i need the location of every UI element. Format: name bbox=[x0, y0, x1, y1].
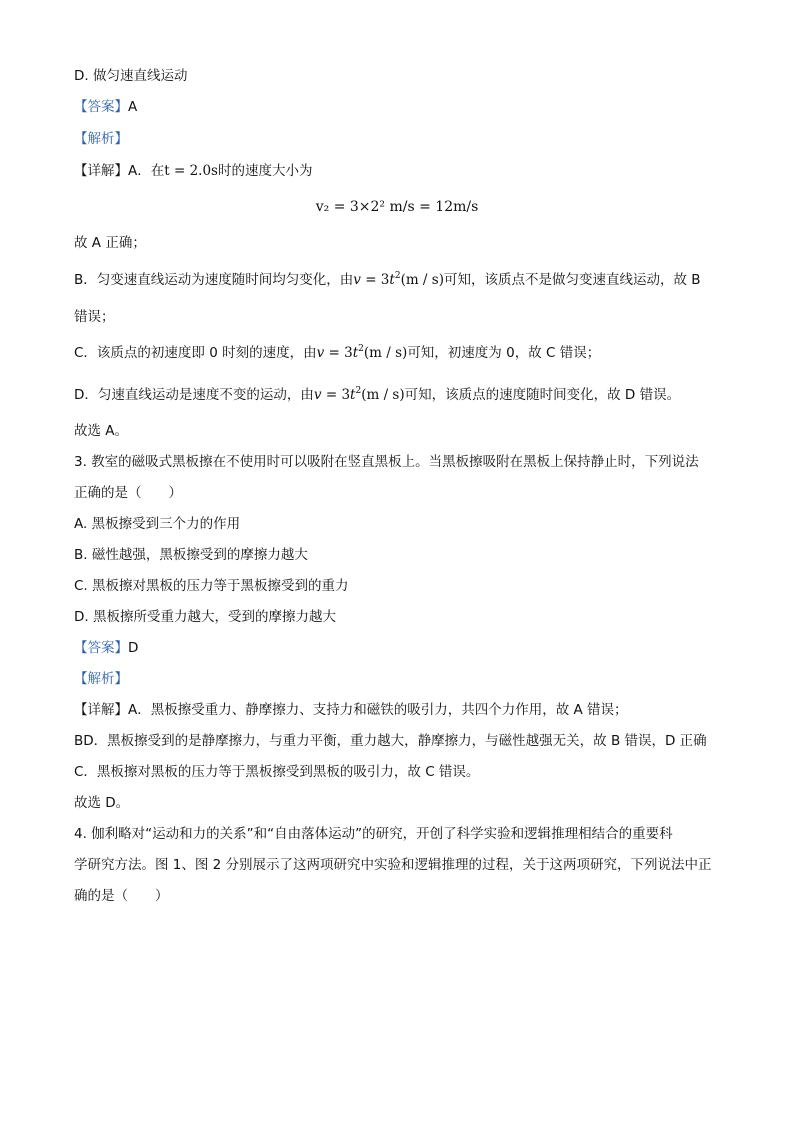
q3-option-c: C. 黑板擦对黑板的压力等于黑板擦受到的重力 bbox=[74, 578, 349, 594]
detail-tag: 【详解】 bbox=[74, 163, 128, 179]
answer-tag: 【答案】 bbox=[74, 99, 128, 115]
c-pre: C．该质点的初速度即 0 时刻的速度，由 bbox=[74, 345, 317, 361]
question-3-stem: 3. 教室的磁吸式黑板擦在不使用时可以吸附在竖直黑板上。当黑板擦吸附在黑板上保持静止时，下列说法 bbox=[74, 454, 699, 470]
d-post: 可知，该质点的速度随时间变化，故 D 错误。 bbox=[404, 387, 681, 403]
analysis-tag-3: 【解析】 bbox=[74, 671, 128, 687]
time-equation: t = 2.0s bbox=[164, 163, 218, 179]
velocity-equation: $v = 3t^2(m / s)$ bbox=[313, 386, 405, 403]
question-4-stem-end: 确的是（ ） bbox=[74, 888, 169, 904]
detail-tag: 【详解】 bbox=[74, 702, 128, 718]
b-continued: 错误； bbox=[74, 309, 115, 325]
b-explanation bbox=[74, 270, 701, 290]
option-d-text: D. 做匀速直线运动 bbox=[74, 68, 188, 84]
d-explanation bbox=[74, 385, 680, 405]
detail-text: A．黑板擦受重力、静摩擦力、支持力和磁铁的吸引力，共四个力作用，故 A 错误； bbox=[128, 702, 628, 718]
choose-a: 故选 A。 bbox=[74, 423, 129, 439]
q3-option-a: A. 黑板擦受到三个力的作用 bbox=[74, 516, 241, 532]
c-explanation bbox=[74, 343, 600, 363]
velocity-formula: v₂ = 3×2² m/s = 12m/s bbox=[315, 199, 479, 215]
velocity-equation: $v = 3t^2(m / s)$ bbox=[316, 344, 408, 361]
answer-value: D bbox=[128, 640, 139, 656]
detail-1 bbox=[74, 161, 312, 181]
answer-tag: 【答案】 bbox=[74, 640, 128, 656]
c-post: 可知，初速度为 0，故 C 错误； bbox=[407, 345, 601, 361]
a-correct-line: 故 A 正确； bbox=[74, 235, 146, 251]
b-post: 可知，该质点不是做匀变速直线运动，故 B bbox=[443, 272, 701, 288]
question-4-stem-cont: 学研究方法。图 1、图 2 分别展示了这两项研究中实验和逻辑推理的过程，关于这两项研究，下列说法中正 bbox=[74, 857, 712, 873]
b-pre: B．匀变速直线运动为速度随时间均匀变化，由 bbox=[74, 272, 354, 288]
question-3-stem-cont: 正确的是（ ） bbox=[74, 485, 182, 501]
d-pre: D．匀速直线运动是速度不变的运动，由 bbox=[74, 387, 314, 403]
answer-1 bbox=[74, 97, 137, 117]
q3-option-b: B. 磁性越强，黑板擦受到的摩擦力越大 bbox=[74, 547, 308, 563]
c3-explanation: C．黑板擦对黑板的压力等于黑板擦受到黑板的吸引力，故 C 错误。 bbox=[74, 764, 480, 780]
answer-value: A bbox=[128, 99, 138, 115]
analysis-tag-1: 【解析】 bbox=[74, 131, 128, 147]
detail-pre: A．在 bbox=[128, 163, 165, 179]
bd-explanation: BD．黑板擦受到的是静摩擦力，与重力平衡，重力越大，静摩擦力，与磁性越强无关，故 B 错误，D 正确 bbox=[74, 733, 707, 749]
question-4-stem: 4. 伽利略对“运动和力的关系”和“自由落体运动”的研究，开创了科学实验和逻辑推理相结合的重要科 bbox=[74, 826, 673, 842]
detail-3 bbox=[74, 700, 628, 720]
detail-post: 时的速度大小为 bbox=[217, 163, 313, 179]
choose-d: 故选 D。 bbox=[74, 795, 130, 811]
velocity-equation: $v = 3t^2(m / s)$ bbox=[353, 271, 444, 288]
q3-option-d: D. 黑板擦所受重力越大，受到的摩擦力越大 bbox=[74, 609, 336, 625]
answer-3 bbox=[74, 638, 138, 658]
